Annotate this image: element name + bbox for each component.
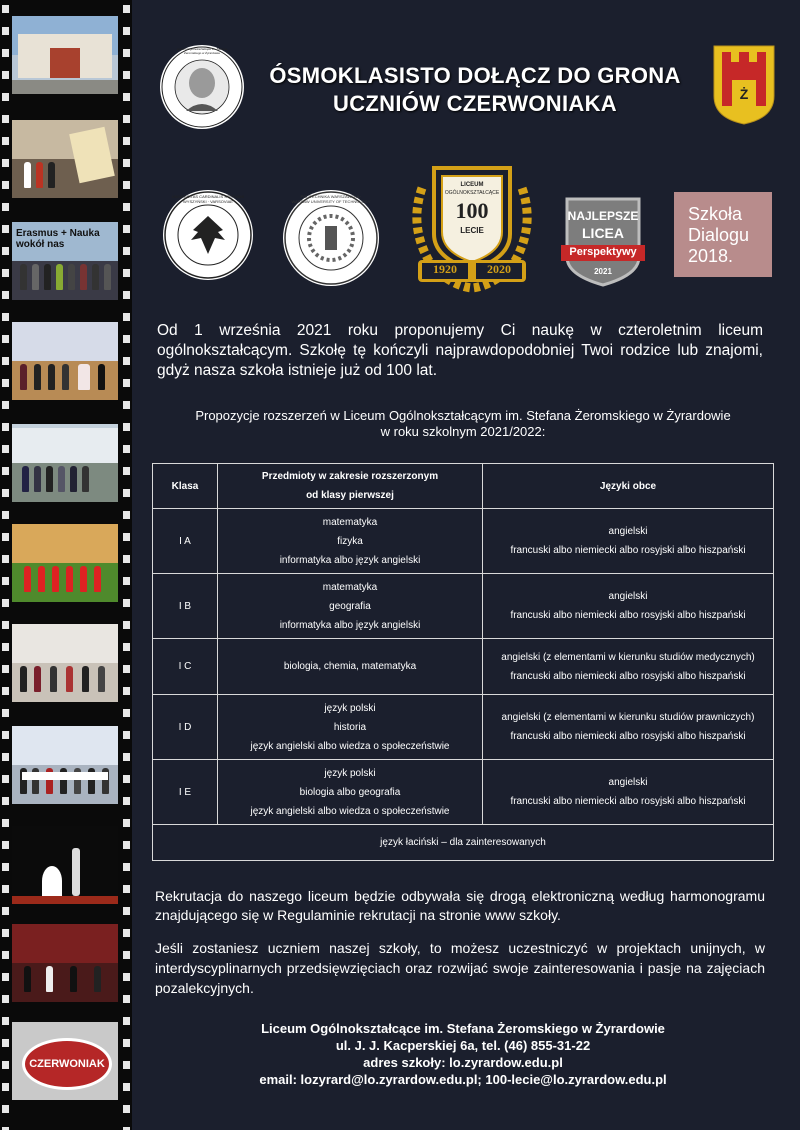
row-jezyki <box>483 509 774 574</box>
photo-film-strip <box>0 0 132 1130</box>
row-przedmiot: informatyka albo język angielski <box>279 619 421 631</box>
table-header-row <box>153 464 774 509</box>
row-przedmiot: język polski <box>324 702 376 714</box>
row-przedmioty <box>218 760 483 825</box>
header-przedmioty-line1: Przedmioty w zakresie rozszerzonym <box>261 471 439 482</box>
photo-erasmus-group <box>12 222 118 300</box>
table-row <box>153 574 774 639</box>
row-jezyk: angielski (z elementami w kierunku studiów prawniczych) <box>501 712 755 723</box>
row-jezyk: angielski (z elementami w kierunku studiów medycznych) <box>501 651 755 663</box>
row-przedmiot: biologia, chemia, matematyka <box>283 661 417 672</box>
lecie-year-end: 2020 <box>487 262 511 276</box>
row-przedmiot: matematyka <box>322 516 378 528</box>
row-jezyk: angielski <box>608 777 648 788</box>
table-footer-row <box>153 825 774 861</box>
photo-sports-team <box>12 524 118 602</box>
proposal-heading-line1: Propozycje rozszerzeń w Liceum Ogólnokształcącym im. Stefana Żeromskiego w Żyrardowie <box>195 408 731 423</box>
table-row <box>153 760 774 825</box>
row-jezyk: francuski albo niemiecki albo rosyjski albo hiszpański <box>510 610 746 621</box>
photo-ball-dance <box>12 322 118 400</box>
row-klasa: I D <box>153 695 218 760</box>
row-jezyk: francuski albo niemiecki albo rosyjski albo hiszpański <box>510 670 746 682</box>
title-line-1: ÓSMOKLASISTO DOŁĄCZ DO GRONA <box>269 63 681 88</box>
photo-musicians <box>12 924 118 1002</box>
row-przedmiot: informatyka albo język angielski <box>279 554 421 566</box>
header-przedmioty-line2: od klasy pierwszej <box>306 490 394 501</box>
school-seal-text: Liceum Ogólnokształcące im. Stefana Żeromskiego w Żyrardowie <box>176 47 228 55</box>
row-przedmiot: język polski <box>324 767 376 779</box>
header-klasa: Klasa <box>153 464 218 509</box>
lecie-word: LECIE <box>460 226 484 235</box>
row-jezyk: francuski albo niemiecki albo rosyjski albo hiszpański <box>510 545 746 556</box>
photo-flag-ceremony <box>12 120 118 198</box>
extensions-table <box>152 463 774 861</box>
row-przedmiot: język angielski albo wiedza o społeczeństwie <box>250 805 450 817</box>
header-jezyki: Języki obce <box>483 464 774 509</box>
proposal-heading <box>152 408 774 440</box>
table-row <box>153 695 774 760</box>
row-przedmiot: biologia albo geografia <box>299 786 401 798</box>
lecie-top: LICEUM <box>460 182 484 188</box>
film-perforation-right <box>123 0 130 1130</box>
row-jezyk: angielski <box>608 591 648 602</box>
photo-award-group <box>12 726 118 804</box>
row-jezyk: angielski <box>608 526 648 537</box>
row-klasa: I C <box>153 639 218 695</box>
projects-paragraph: Jeśli zostaniesz uczniem naszej szkoły, to możesz uczestniczyć w projektach unijnych, w interdyscyplinarnych przedsięwzięciach oraz rozwijać swoje zainteresowania i pasje na zajęciach pozalekcyjnych. <box>155 940 765 996</box>
row-jezyki <box>483 695 774 760</box>
czerwoniak-badge-frame <box>12 1022 118 1100</box>
photo-school-building <box>12 16 118 94</box>
row-przedmiot: geografia <box>329 600 371 612</box>
row-jezyk: francuski albo niemiecki albo rosyjski albo hiszpański <box>510 796 746 807</box>
politechnika-warszawska-logo <box>283 190 379 286</box>
uksw-text: UNIVERSITAS CARDINALIS STEPHANI WYSZYŃSKI · VARSOVIAE <box>171 194 245 204</box>
row-przedmioty <box>218 509 483 574</box>
uksw-university-logo <box>163 190 253 280</box>
page-title <box>240 62 710 118</box>
row-jezyk: francuski albo niemiecki albo rosyjski albo hiszpański <box>510 731 746 742</box>
najlepsze-year: 2021 <box>594 267 612 276</box>
najlepsze-line2: LICEA <box>582 225 624 241</box>
erasmus-caption: Erasmus + Nauka wokół nas <box>16 228 100 250</box>
dialog-line1: Szkoła <box>688 204 743 224</box>
intro-paragraph: Od 1 września 2021 roku proponujemy Ci naukę w czteroletnim liceum ogólnokształcącym. Szkołę tę kończyli najprawdopodobniej Twoi rodzice lub znajomi, gdyż nasza szkoła istnieje już od 100 lat. <box>157 322 763 379</box>
najlepsze-licea-badge <box>557 195 649 287</box>
coat-of-arms-letter: Ż <box>739 86 749 102</box>
contact-address: ul. J. J. Kacperskiej 6a, tel. (46) 855-31-22 <box>335 1038 591 1053</box>
table-row <box>153 509 774 574</box>
najlepsze-ribbon: Perspektywy <box>569 246 637 258</box>
czerwoniak-badge: CZERWONIAK <box>22 1038 112 1090</box>
contact-school-name: Liceum Ogólnokształcące im. Stefana Żeromskiego w Żyrardowie <box>261 1021 665 1036</box>
lecie-sub: OGÓLNOKSZTAŁCĄCE <box>444 190 500 196</box>
najlepsze-line1: NAJLEPSZE <box>567 209 639 223</box>
row-przedmioty <box>218 574 483 639</box>
row-jezyki <box>483 760 774 825</box>
row-klasa: I B <box>153 574 218 639</box>
row-klasa: I E <box>153 760 218 825</box>
lecie-year-start: 1920 <box>433 262 457 276</box>
title-line-2: UCZNIÓW CZERWONIAKA <box>333 91 617 116</box>
row-klasa: I A <box>153 509 218 574</box>
proposal-heading-line2: w roku szkolnym 2021/2022: <box>380 424 546 439</box>
contact-footer <box>152 1020 774 1088</box>
recruitment-paragraph: Rekrutacja do naszego liceum będzie odbywała się drogą elektroniczną według harmonogramu znajdującego się w Regulaminie rekrutacji na stronie www szkoły. <box>155 888 765 923</box>
szkola-dialogu-badge <box>674 192 772 277</box>
latin-note: język łaciński – dla zainteresowanych <box>153 825 774 861</box>
school-seal-logo <box>160 45 244 129</box>
row-przedmiot: matematyka <box>322 581 378 593</box>
table-row <box>153 639 774 695</box>
row-jezyki <box>483 639 774 695</box>
dialog-line2: Dialogu <box>688 225 750 245</box>
photo-stage-performance <box>12 826 118 904</box>
contact-website[interactable]: adres szkoły: lo.zyrardow.edu.pl <box>363 1055 563 1070</box>
dialog-year: 2018. <box>688 246 734 266</box>
row-przedmioty <box>218 639 483 695</box>
contact-email[interactable]: email: lozyrard@lo.zyrardow.edu.pl; 100-lecie@lo.zyrardow.edu.pl <box>259 1072 667 1087</box>
lecie-number: 100 <box>455 198 489 223</box>
photo-group-outdoor <box>12 424 118 502</box>
row-przedmiot: fizyka <box>337 535 363 547</box>
100-lecie-logo <box>402 148 542 298</box>
zyrardow-coat-of-arms <box>712 44 776 126</box>
film-perforation-left <box>2 0 9 1130</box>
pw-text: POLITECHNIKA WARSZAWSKA · WARSAW UNIVERSITY OF TECHNOLOGY <box>291 194 371 204</box>
header-przedmioty <box>218 464 483 509</box>
row-przedmiot: język angielski albo wiedza o społeczeństwie <box>250 740 450 752</box>
photo-classroom-event <box>12 624 118 702</box>
row-przedmioty <box>218 695 483 760</box>
row-jezyki <box>483 574 774 639</box>
row-przedmiot: historia <box>333 721 367 733</box>
